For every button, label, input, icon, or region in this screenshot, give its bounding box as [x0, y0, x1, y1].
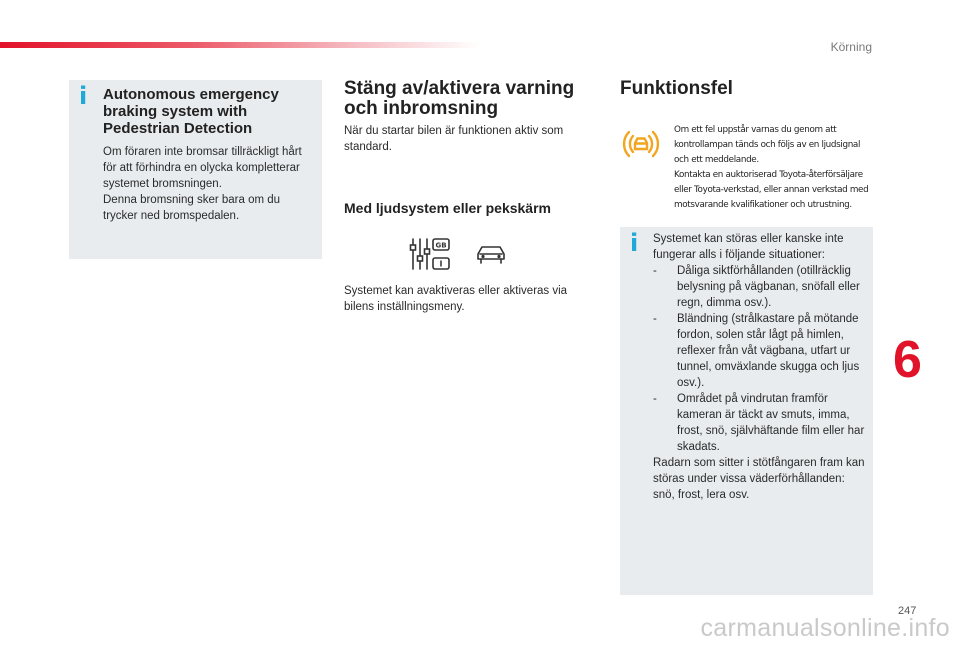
box-paragraph: Denna bromsning sker bara om du trycker ned bromspedalen. — [103, 194, 281, 222]
info-icon: i — [630, 229, 639, 257]
info-box-interference — [620, 227, 873, 595]
malfunction-line: motsvarande kvalifikationer och utrustning. — [674, 200, 852, 210]
list-item: - Bländning (strålkastare på mötande fordon, solen står lågt på himlen, reflexer från våt vägbana, utfart ur tunnel, omväxlande skugga och ljus osv.). — [653, 313, 860, 389]
intro-text: När du startar bilen är funktionen aktiv som standard. — [344, 125, 564, 153]
chapter-number: 6 — [893, 331, 922, 389]
interference-list — [653, 263, 869, 455]
settings-sliders-icon — [408, 236, 452, 272]
malfunction-line: eller Toyota-verkstad, eller annan verkstad med — [674, 185, 869, 195]
settings-menu-text: Systemet kan avaktiveras eller aktiveras via bilens inställningsmeny. — [344, 285, 568, 313]
page-number: 247 — [898, 605, 917, 617]
interference-intro: Systemet kan störas eller kanske inte fungerar alls i följande situationer: — [653, 233, 844, 261]
car-icon — [474, 240, 508, 268]
info-box-aeb — [69, 80, 322, 259]
list-item: - Området på vindrutan framför kameran är täckt av smuts, imma, frost, snö, självhäftande film eller har skadats. — [653, 393, 865, 453]
box-body — [103, 144, 315, 224]
box-paragraph: Om föraren inte bromsar tillräckligt hårt för att förhindra en olycka kompletterar systemet bromsningen. — [103, 146, 302, 190]
heading-toggle-warning: Stäng av/aktivera varning och inbromsning — [344, 78, 575, 119]
heading-malfunction: Funktionsfel — [620, 78, 733, 99]
section-title: Körning — [830, 40, 872, 54]
malfunction-line: Om ett fel uppstår varnas du genom att — [674, 125, 837, 135]
badge-top-label: GB — [435, 241, 447, 250]
badge-bottom-label: I — [439, 259, 443, 269]
interference-outro: Radarn som sitter i stötfångaren fram kan störas under vissa väderförhållanden: snö, frost, lera osv. — [653, 457, 865, 501]
header-color-bar — [0, 42, 480, 48]
malfunction-line: kontrollampan tänds och följs av en ljudsignal — [674, 140, 861, 150]
subheading-audio-system: Med ljudsystem eller pekskärm — [344, 200, 551, 216]
list-item: - Dåliga siktförhållanden (otillräcklig belysning på vägbanan, snöfall eller regn, dimma osv.). — [653, 265, 860, 309]
malfunction-line: och ett meddelande. — [674, 155, 759, 165]
interference-body — [653, 231, 869, 503]
box-title: Autonomous emergency braking system with Pedestrian Detection — [103, 86, 279, 137]
info-icon: i — [79, 82, 88, 110]
collision-warning-icon — [622, 127, 660, 161]
malfunction-text — [674, 123, 884, 213]
malfunction-line: Kontakta en auktoriserad Toyota-återförsäljare — [674, 170, 863, 180]
watermark: carmanualsonline.info — [700, 614, 950, 642]
